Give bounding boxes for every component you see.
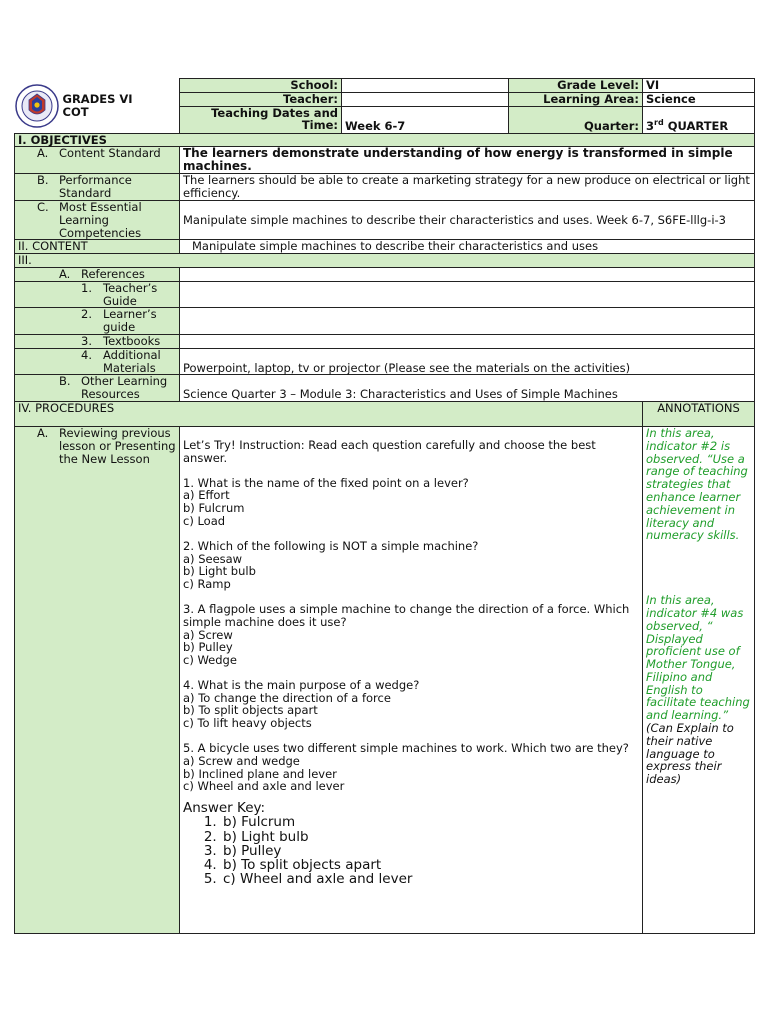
answer-key	[183, 801, 639, 886]
question-option: a) Screw	[183, 627, 233, 642]
question-option: b) Pulley	[183, 640, 233, 655]
grades-label: GRADES VI	[62, 91, 133, 106]
learners-guide-label-cell	[15, 308, 180, 335]
step-a-label-cell	[15, 426, 180, 933]
quarter-sup: rd	[654, 117, 664, 127]
content-standard-text: The learners demonstrate understanding of how energy is transformed in simple machines.	[180, 147, 755, 174]
teachers-guide-label-cell	[15, 281, 180, 308]
answer-key-item: 3. b) Pulley	[221, 844, 639, 858]
quiz-question	[183, 540, 639, 591]
question-option: a) Screw and wedge	[183, 753, 300, 768]
answer-key-item: 1. b) Fulcrum	[221, 815, 639, 829]
annotation-2: In this area, indicator #4 was observed, “ Displayed proficient use of Mother Tongue, Filipino and English to facilitate teaching and learning.”	[646, 593, 750, 723]
teachers-guide-label: Teacher’s Guide	[103, 280, 158, 308]
performance-standard-label-cell	[15, 174, 180, 201]
teacher-value	[342, 92, 509, 106]
quiz-question	[183, 477, 639, 528]
other-resources-row	[15, 375, 755, 402]
learners-guide-value	[180, 308, 755, 335]
learners-guide-row	[15, 308, 755, 335]
textbooks-label-cell	[15, 334, 180, 348]
teachers-guide-number: 1.	[81, 280, 92, 295]
question-option: c) Wheel and axle and lever	[183, 779, 345, 794]
additional-materials-label-cell	[15, 348, 180, 375]
instruction-text: Let’s Try! Instruction: Read each question carefully and choose the best answer.	[183, 437, 596, 465]
additional-materials-number: 4.	[81, 347, 92, 362]
answer-key-label: Answer Key:	[183, 800, 266, 817]
dates-label-line2: Time:	[301, 118, 338, 133]
annotation-3: (Can Explain to their native language to express their ideas)	[646, 721, 734, 787]
quarter-label: Quarter:	[509, 106, 643, 133]
dates-label	[180, 106, 342, 133]
procedure-step-a-row	[15, 426, 755, 933]
additional-materials-label: Additional Materials	[103, 347, 161, 375]
learners-guide-label: Learner’s guide	[103, 307, 157, 335]
question-text: 1. What is the name of the fixed point on a lever?	[183, 475, 469, 490]
annotations-cell	[643, 426, 755, 933]
content-standard-label-cell	[15, 147, 180, 174]
question-option: a) Effort	[183, 488, 230, 503]
quarter-num: 3	[646, 118, 655, 133]
content-standard-row	[15, 147, 755, 174]
other-resources-text: Science Quarter 3 – Module 3: Characteristics and Uses of Simple Machines	[180, 375, 755, 402]
annotations-heading: ANNOTATIONS	[643, 401, 755, 426]
references-label: References	[81, 266, 145, 281]
content-standard-label: Content Standard	[59, 146, 161, 161]
school-label: School:	[180, 79, 342, 93]
quiz-question	[183, 742, 639, 793]
dates-label-line1: Teaching Dates and	[211, 105, 338, 120]
answer-key-item: 5. c) Wheel and axle and lever	[221, 872, 639, 886]
quarter-rest: QUARTER	[663, 118, 729, 133]
grade-level-value: VI	[643, 79, 755, 93]
textbooks-label: Textbooks	[103, 333, 161, 348]
melc-label-cell	[15, 200, 180, 239]
melc-row	[15, 200, 755, 239]
other-resources-label-cell	[15, 375, 180, 402]
question-option: b) To split objects apart	[183, 703, 318, 718]
quiz-question	[183, 679, 639, 730]
resources-heading-row	[15, 254, 755, 268]
other-resources-number: B.	[59, 374, 71, 389]
content-text: Manipulate simple machines to describe their characteristics and uses	[180, 240, 755, 254]
content-heading: II. CONTENT	[15, 240, 180, 254]
procedures-heading-row	[15, 401, 755, 426]
learning-area-value: Science	[643, 92, 755, 106]
procedures-heading: IV. PROCEDURES	[15, 401, 643, 426]
additional-materials-row	[15, 348, 755, 375]
deped-seal-icon	[15, 84, 59, 128]
question-option: c) Load	[183, 513, 226, 528]
quiz-questions	[183, 477, 639, 794]
answer-key-item: 2. b) Light bulb	[221, 830, 639, 844]
step-a-label: Reviewing previous lesson or Presenting the New Lesson	[59, 425, 176, 466]
lesson-plan-page	[14, 78, 754, 934]
school-value	[342, 79, 509, 93]
content-standard-number: A.	[37, 146, 49, 161]
question-text: 2. Which of the following is NOT a simple machine?	[183, 538, 479, 553]
question-option: b) Inclined plane and lever	[183, 766, 337, 781]
content-row	[15, 240, 755, 254]
question-option: c) To lift heavy objects	[183, 716, 312, 731]
references-label-cell	[15, 267, 180, 281]
teachers-guide-value	[180, 281, 755, 308]
performance-standard-text: The learners should be able to create a marketing strategy for a new produce on electrical or light efficiency.	[180, 174, 755, 201]
question-option: c) Wedge	[183, 653, 237, 668]
quiz-question	[183, 603, 639, 667]
teachers-guide-row	[15, 281, 755, 308]
textbooks-row	[15, 334, 755, 348]
question-option: a) To change the direction of a force	[183, 690, 391, 705]
learning-area-label: Learning Area:	[509, 92, 643, 106]
textbooks-value	[180, 334, 755, 348]
melc-text: Manipulate simple machines to describe their characteristics and uses. Week 6-7, S6FE-lllg-i-3	[180, 200, 755, 239]
other-resources-label: Other Learning Resources	[81, 374, 168, 402]
textbooks-number: 3.	[81, 333, 92, 348]
header-row-school	[15, 79, 755, 93]
performance-standard-row	[15, 174, 755, 201]
melc-label: Most Essential Learning Competencies	[59, 199, 142, 240]
step-a-number: A.	[37, 425, 49, 440]
question-option: b) Fulcrum	[183, 501, 245, 516]
question-text: 3. A flagpole uses a simple machine to change the direction of a force. Which simple machine does it use?	[183, 601, 630, 629]
dates-value: Week 6-7	[342, 106, 509, 133]
learners-guide-number: 2.	[81, 307, 92, 322]
answer-key-item: 4. b) To split objects apart	[221, 858, 639, 872]
header-logo-cell	[15, 79, 180, 134]
question-text: 4. What is the main purpose of a wedge?	[183, 677, 420, 692]
lesson-plan-table	[14, 78, 755, 934]
question-option: b) Light bulb	[183, 564, 256, 579]
answer-key-list	[183, 815, 639, 886]
additional-materials-text: Powerpoint, laptop, tv or projector (Please see the materials on the activities)	[180, 348, 755, 375]
question-option: c) Ramp	[183, 577, 231, 592]
question-text: 5. A bicycle uses two different simple machines to work. Which two are they?	[183, 741, 629, 756]
melc-number: C.	[37, 199, 49, 214]
quarter-value	[643, 106, 755, 133]
question-option: a) Seesaw	[183, 551, 243, 566]
references-row	[15, 267, 755, 281]
resources-heading: III.	[15, 254, 755, 268]
objectives-heading-row	[15, 133, 755, 147]
objectives-heading: I. OBJECTIVES	[15, 133, 755, 147]
performance-standard-number: B.	[37, 173, 49, 188]
teacher-label: Teacher:	[180, 92, 342, 106]
step-a-content	[180, 426, 643, 933]
grade-level-label: Grade Level:	[509, 79, 643, 93]
performance-standard-label: Performance Standard	[59, 173, 132, 201]
cot-label: COT	[62, 104, 89, 119]
references-number: A.	[59, 266, 71, 281]
references-value	[180, 267, 755, 281]
annotation-1: In this area, indicator #2 is observed. “Use a range of teaching strategies that enhance learner achievement in literacy and numeracy skills.	[646, 425, 748, 543]
